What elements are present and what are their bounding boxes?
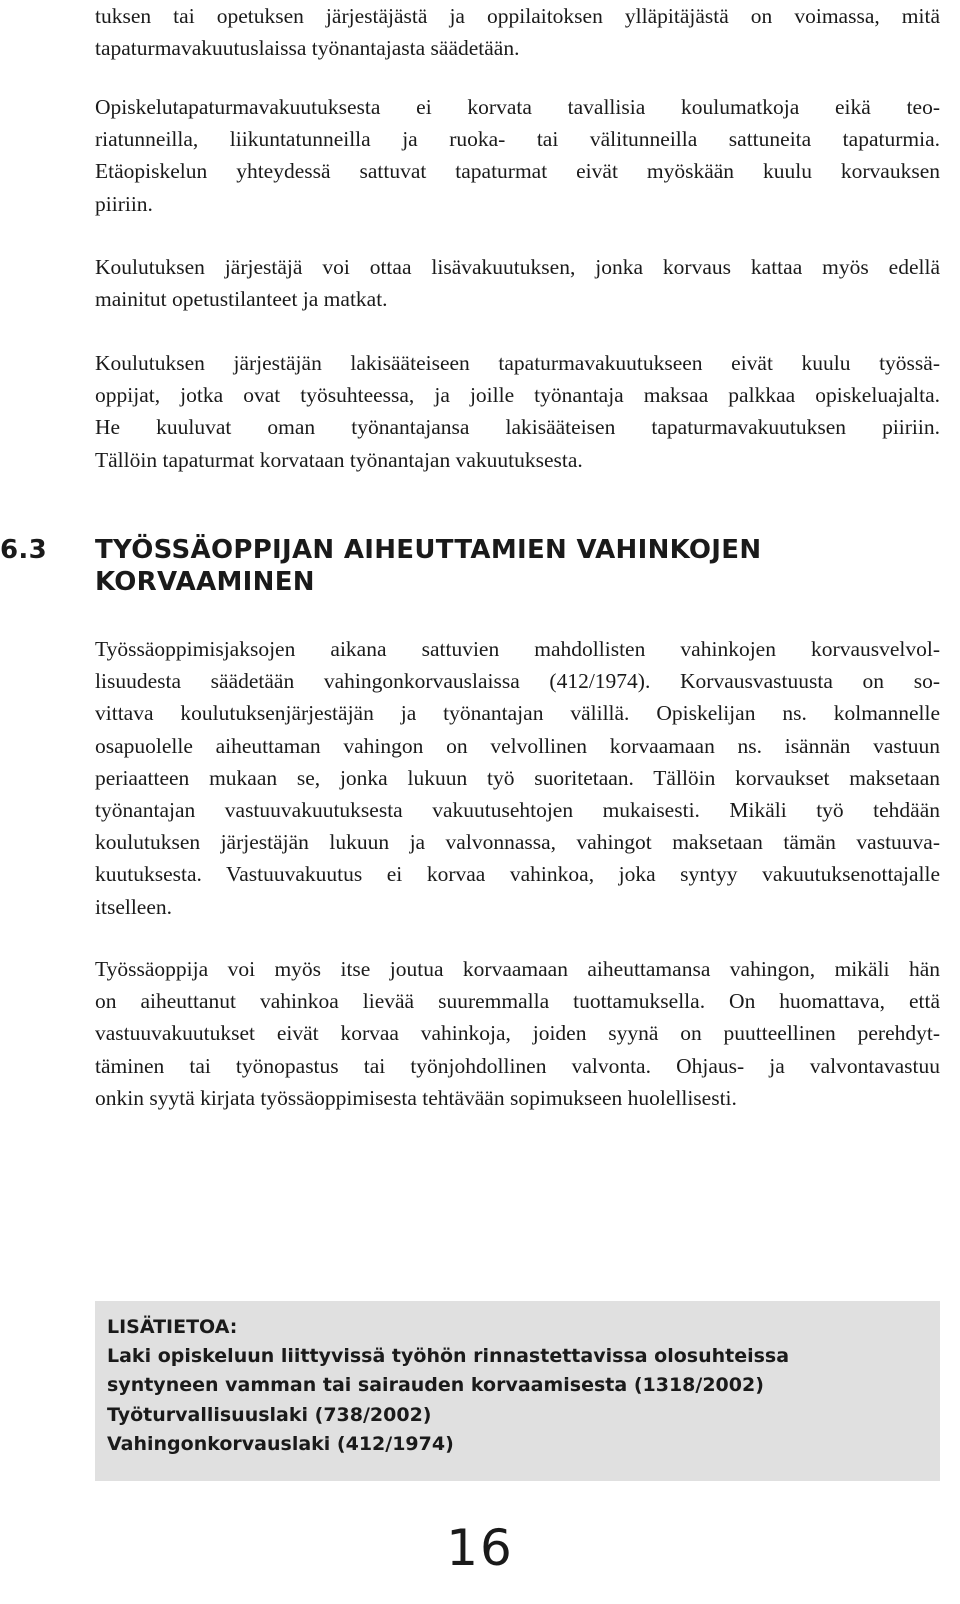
- text-line: tapaturmavakuutuslaissa työnantajasta säädetään.: [95, 36, 520, 61]
- paragraph-1: [95, 0, 940, 64]
- paragraph-3: [95, 251, 940, 315]
- text-line: He kuuluvat oman työnantajansa lakisääteisen tapaturmavakuutuksen piiriin.: [95, 415, 940, 440]
- section-number: 6.3: [0, 535, 47, 565]
- info-box-line: Työturvallisuuslaki (738/2002): [107, 1403, 432, 1426]
- text-line: riatunneilla, liikuntatunneilla ja ruoka- tai välitunneilla sattuneita tapaturmia.: [95, 127, 940, 152]
- text-line: koulutuksen järjestäjän lukuun ja valvonnassa, vahingot maksetaan tämän vastuuva-: [95, 830, 940, 855]
- text-line: Työssäoppija voi myös itse joutua korvaamaan aiheuttamansa vahingon, mikäli hän: [95, 957, 940, 981]
- text-line: on aiheuttanut vahinkoa lievää suuremmalla tuottamuksella. On huomattava, että: [95, 989, 940, 1014]
- section-title: [95, 534, 895, 598]
- info-box-content: [107, 1313, 789, 1459]
- paragraph-5: [95, 633, 940, 923]
- text-line: Koulutuksen järjestäjän lakisääteiseen tapaturmavakuutukseen eivät kuulu työssä-: [95, 351, 940, 375]
- text-line: oppijat, jotka ovat työsuhteessa, ja joille työnantaja maksaa palkkaa opiskeluajalta.: [95, 383, 940, 408]
- page-number: 16: [446, 1519, 514, 1577]
- info-box-line: Laki opiskeluun liittyvissä työhön rinnastettavissa olosuhteissa: [107, 1345, 790, 1368]
- info-box-heading: LISÄTIETOA:: [107, 1316, 238, 1338]
- info-box-line: syntyneen vamman tai sairauden korvaamisesta (1318/2002): [107, 1374, 764, 1397]
- text-line: työnantajan vastuuvakuutuksesta vakuutusehtojen mukaisesti. Mikäli työ tehdään: [95, 798, 940, 823]
- text-line: periaatteen mukaan se, jonka lukuun työ suoritetaan. Tällöin korvaukset maksetaan: [95, 765, 940, 790]
- text-line: vittava koulutuksenjärjestäjän ja työnantajan välillä. Opiskelijan ns. kolmannelle: [95, 701, 940, 726]
- paragraph-6: [95, 953, 940, 1114]
- text-line: Tällöin tapaturmat korvataan työnantajan vakuutuksesta.: [95, 447, 583, 472]
- text-line: Työssäoppimisjaksojen aikana sattuvien mahdollisten vahinkojen korvausvelvol-: [95, 637, 940, 661]
- text-line: täminen tai työnopastus tai työnjohdollinen valvonta. Ohjaus- ja valvontavastuu: [95, 1053, 940, 1078]
- info-box-line: Vahingonkorvauslaki (412/1974): [107, 1432, 454, 1455]
- paragraph-4: [95, 347, 940, 476]
- paragraph-2: [95, 91, 940, 220]
- text-line: tuksen tai opetuksen järjestäjästä ja oppilaitoksen ylläpitäjästä on voimassa, mitä: [95, 4, 940, 28]
- text-line: Koulutuksen järjestäjä voi ottaa lisävakuutuksen, jonka korvaus kattaa myös edellä: [95, 255, 940, 279]
- text-line: piiriin.: [95, 191, 153, 216]
- text-line: lisuudesta säädetään vahingonkorvauslaissa (412/1974). Korvausvastuusta on so-: [95, 669, 940, 694]
- text-line: kuutuksesta. Vastuuvakuutus ei korvaa vahinkoa, joka syntyy vakuutuksenottajalle: [95, 862, 940, 887]
- text-line: mainitut opetustilanteet ja matkat.: [95, 287, 388, 312]
- text-line: vastuuvakuutukset eivät korvaa vahinkoja, joiden syynä on puutteellinen perehdyt-: [95, 1021, 940, 1046]
- text-line: itselleen.: [95, 894, 173, 919]
- text-line: Opiskelutapaturmavakuutuksesta ei korvata tavallisia koulumatkoja eikä teo-: [95, 95, 940, 119]
- text-line: Etäopiskelun yhteydessä sattuvat tapaturmat eivät myöskään kuulu korvauksen: [95, 159, 940, 184]
- text-line: onkin syytä kirjata työssäoppimisesta tehtävään sopimukseen huolellisesti.: [95, 1085, 737, 1110]
- info-box: [95, 1301, 940, 1481]
- text-line: osapuolelle aiheuttaman vahingon on velvollinen korvaamaan ns. isännän vastuun: [95, 733, 940, 758]
- section-title-line: TYÖSSÄOPPIJAN AIHEUTTAMIEN VAHINKOJEN: [95, 535, 762, 565]
- section-title-line: KORVAAMINEN: [95, 567, 315, 597]
